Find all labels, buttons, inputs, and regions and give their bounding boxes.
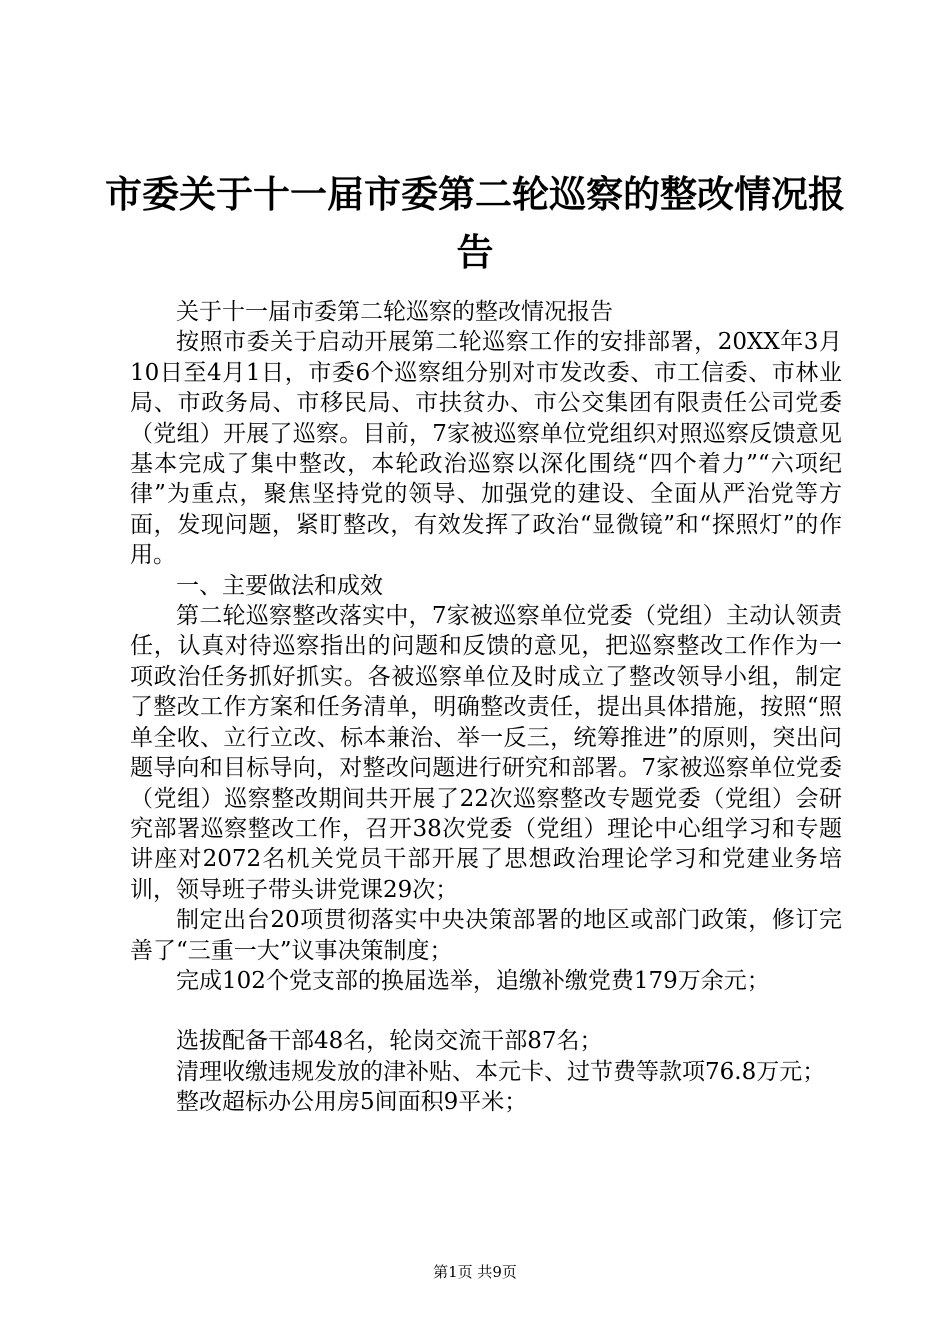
paragraph-party-branch: 完成102个党支部的换届选举，追缴补缴党费179万余元；	[176, 967, 770, 994]
page-number-footer: 第1页 共9页	[433, 1263, 517, 1281]
paragraph-intro: 按照市委关于启动开展第二轮巡察工作的安排部署，20XX年3月10日至4月1日，市委6个巡察组分别对市发改委、市工信委、市林业局、市政务局、市移民局、市扶贫办、市公交集团有限责任公司党委（党组）开展了巡察。目前，7家被巡察单位党组织对照巡察反馈意见基本完成了集中整改，本轮政治巡察以深化围绕“四个着力”“六项纪律”为重点，聚焦坚持党的领导、加强党的建设、全面从严治党等方面，发现问题，紧盯整改，有效发挥了政治“显微镜”和“探照灯”的作用。	[130, 329, 842, 569]
paragraph-cadres: 选拔配备干部48名，轮岗交流干部87名；	[176, 1028, 603, 1055]
document-title: 市委关于十一届市委第二轮巡察的整改情况报告	[105, 173, 845, 274]
paragraph-subtitle: 关于十一届市委第二轮巡察的整改情况报告	[176, 299, 613, 325]
paragraph-allowances: 清理收缴违规发放的津补贴、本元卡、过节费等款项76.8万元；	[176, 1058, 826, 1085]
paragraph-office-space: 整改超标办公用房5间面积9平米；	[176, 1089, 528, 1116]
section-heading: 一、主要做法和成效	[176, 572, 383, 599]
paragraph-policy: 制定出台20项贯彻落实中央决策部署的地区或部门政策，修订完善了“三重一大”议事决策制度；	[130, 907, 842, 964]
document-body	[130, 297, 842, 1118]
paragraph-measures: 第二轮巡察整改落实中，7家被巡察单位党委（党组）主动认领责任，认真对待巡察指出的问题和反馈的意见，把巡察整改工作作为一项政治任务抓好抓实。各被巡察单位及时成立了整改领导小组，制定了整改工作方案和任务清单，明确整改责任，提出具体措施，按照“照单全收、立行立改、标本兼治、举一反三，统筹推进”的原则，突出问题导向和目标导向，对整改问题进行研究和部署。7家被巡察单位党委（党组）巡察整改期间共开展了22次巡察整改专题党委（党组）会研究部署巡察整改工作，召开38次党委（党组）理论中心组学习和专题讲座对2072名机关党员干部开展了思想政治理论学习和党建业务培训，领导班子带头讲党课29次；	[130, 603, 842, 903]
